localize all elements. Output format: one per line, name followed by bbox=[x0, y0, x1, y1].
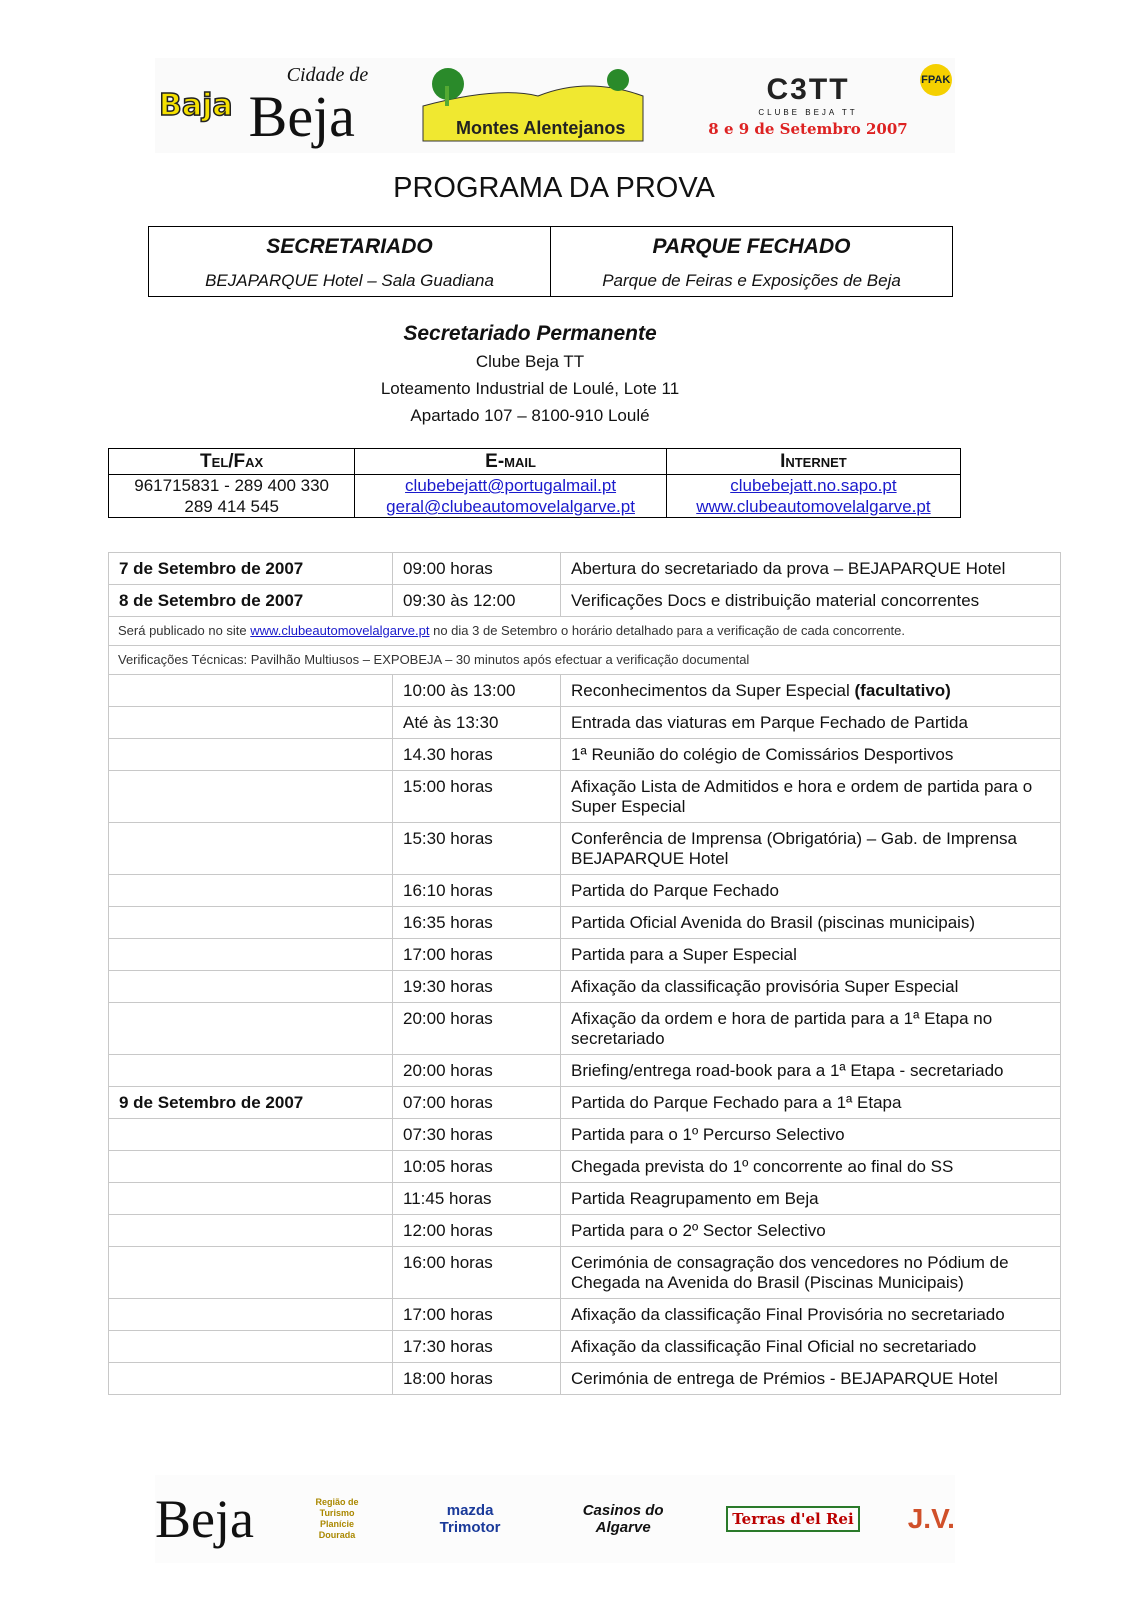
cell-date bbox=[109, 739, 393, 771]
cell-date bbox=[109, 1215, 393, 1247]
contact-table: Tel/Fax E-mail Internet 961715831 - 289 400 330 289 414 545 clubebejatt@portugalmail.pt geral@clubeautomovelalgarve.pt clubebejatt.no.sapo.pt www.clubeautomovelalgarve.pt bbox=[108, 448, 961, 518]
cell-date bbox=[109, 971, 393, 1003]
table-row: 8 de Setembro de 2007 09:30 às 12:00 Verificações Docs e distribuição material concorrentes bbox=[109, 585, 1061, 617]
cell-time: Até às 13:30 bbox=[393, 707, 561, 739]
email-link[interactable]: clubebejatt@portugalmail.pt bbox=[405, 476, 617, 495]
permanent-secretariat: Secretariado Permanente Clube Beja TT Loteamento Industrial de Loulé, Lote 11 Apartado 107 – 8100-910 Loulé bbox=[380, 322, 680, 425]
fpak-logo: FPAK bbox=[920, 64, 952, 96]
venue-parque-fechado: PARQUE FECHADO Parque de Feiras e Exposições de Beja bbox=[550, 227, 952, 296]
table-row bbox=[109, 1119, 1061, 1151]
cell-date bbox=[109, 1183, 393, 1215]
cell-date bbox=[109, 1151, 393, 1183]
cell-event: Afixação da classificação Final Oficial no secretariado bbox=[561, 1331, 1061, 1363]
cell-event: 1ª Reunião do colégio de Comissários Desportivos bbox=[561, 739, 1061, 771]
cell-event: Cerimónia de entrega de Prémios - BEJAPARQUE Hotel bbox=[561, 1363, 1061, 1395]
cell-event: Entrada das viaturas em Parque Fechado de Partida bbox=[561, 707, 1061, 739]
cell-date: 9 de Setembro de 2007 bbox=[109, 1087, 393, 1119]
cell-time: 16:00 horas bbox=[393, 1247, 561, 1299]
cell-date bbox=[109, 907, 393, 939]
cell-date bbox=[109, 875, 393, 907]
table-row bbox=[109, 739, 1061, 771]
cell-time: 18:00 horas bbox=[393, 1363, 561, 1395]
cell-date bbox=[109, 1331, 393, 1363]
cell-time: 20:00 horas bbox=[393, 1003, 561, 1055]
beja-text: Beja bbox=[248, 83, 355, 149]
table-row bbox=[109, 1215, 1061, 1247]
table-row bbox=[109, 823, 1061, 875]
table-row bbox=[109, 1003, 1061, 1055]
cell-event: Partida do Parque Fechado para a 1ª Etapa bbox=[561, 1087, 1061, 1119]
venue-table bbox=[148, 226, 953, 297]
table-row bbox=[109, 707, 1061, 739]
cell-time: 17:00 horas bbox=[393, 939, 561, 971]
table-row bbox=[109, 1247, 1061, 1299]
montes-text: Montes Alentejanos bbox=[456, 117, 626, 138]
cell-date bbox=[109, 823, 393, 875]
cell-event: Partida Reagrupamento em Beja bbox=[561, 1183, 1061, 1215]
cell-time: 07:00 horas bbox=[393, 1087, 561, 1119]
cell-time: 11:45 horas bbox=[393, 1183, 561, 1215]
note-row: Verificações Técnicas: Pavilhão Multiusos – EXPOBEJA – 30 minutos após efectuar a verificação documental bbox=[109, 646, 1061, 675]
cell-event: Partida para a Super Especial bbox=[561, 939, 1061, 971]
cell-date bbox=[109, 1299, 393, 1331]
website-link[interactable]: clubebejatt.no.sapo.pt bbox=[730, 476, 897, 495]
mazda-trimotor-logo: mazda Trimotor bbox=[439, 1502, 501, 1536]
cell-time: 16:35 horas bbox=[393, 907, 561, 939]
schedule-table bbox=[108, 552, 1061, 1395]
cell-event: Cerimónia de consagração dos vencedores no Pódium de Chegada na Avenida do Brasil (Piscinas Municipais) bbox=[561, 1247, 1061, 1299]
cell-time: 12:00 horas bbox=[393, 1215, 561, 1247]
cell-time: 17:00 horas bbox=[393, 1299, 561, 1331]
table-row bbox=[109, 1183, 1061, 1215]
cell-event: Conferência de Imprensa (Obrigatória) – Gab. de Imprensa BEJAPARQUE Hotel bbox=[561, 823, 1061, 875]
note-row: Será publicado no site www.clubeautomovelalgarve.pt no dia 3 de Setembro o horário detalhado para a verificação de cada concorrente. bbox=[109, 617, 1061, 646]
table-row bbox=[109, 971, 1061, 1003]
cell-date bbox=[109, 707, 393, 739]
montes-alentejanos-logo bbox=[418, 66, 648, 146]
cell-time: 20:00 horas bbox=[393, 1055, 561, 1087]
cell-time: 19:30 horas bbox=[393, 971, 561, 1003]
cell-event: Briefing/entrega road-book para a 1ª Etapa - secretariado bbox=[561, 1055, 1061, 1087]
cell-event: Partida do Parque Fechado bbox=[561, 875, 1061, 907]
table-row bbox=[109, 939, 1061, 971]
cell-event: Partida para o 2º Sector Selectivo bbox=[561, 1215, 1061, 1247]
cell-date bbox=[109, 939, 393, 971]
table-row bbox=[109, 1363, 1061, 1395]
cell-event: Afixação da classificação Final Provisória no secretariado bbox=[561, 1299, 1061, 1331]
cell-event: Afixação Lista de Admitidos e hora e ordem de partida para o Super Especial bbox=[561, 771, 1061, 823]
cell-time: 10:05 horas bbox=[393, 1151, 561, 1183]
table-row bbox=[109, 1087, 1061, 1119]
cell-date bbox=[109, 1055, 393, 1087]
cell-event: Afixação da ordem e hora de partida para a 1ª Etapa no secretariado bbox=[561, 1003, 1061, 1055]
table-row bbox=[109, 907, 1061, 939]
table-row bbox=[109, 771, 1061, 823]
table-row bbox=[109, 1055, 1061, 1087]
baja-logo: Baja bbox=[159, 88, 233, 123]
table-row: 7 de Setembro de 2007 09:00 horas Abertura do secretariado da prova – BEJAPARQUE Hotel bbox=[109, 553, 1061, 585]
table-row: 10:00 às 13:00 Reconhecimentos da Super Especial (facultativo) bbox=[109, 675, 1061, 707]
cell-event: Chegada prevista do 1º concorrente ao final do SS bbox=[561, 1151, 1061, 1183]
cell-date bbox=[109, 1003, 393, 1055]
clube-beja-tt-logo: C3TT CLUBE BEJA TT 8 e 9 de Setembro 2007 bbox=[708, 72, 908, 138]
email-link[interactable]: geral@clubeautomovelalgarve.pt bbox=[386, 497, 635, 516]
cell-time: 15:30 horas bbox=[393, 823, 561, 875]
beja-camara-logo: Beja bbox=[155, 1489, 254, 1549]
cidade-de-text: Cidade de bbox=[286, 63, 369, 86]
website-link[interactable]: www.clubeautomovelalgarve.pt bbox=[696, 497, 931, 516]
cell-time: 15:00 horas bbox=[393, 771, 561, 823]
table-row bbox=[109, 1299, 1061, 1331]
jv-logo: J.V. bbox=[907, 1503, 955, 1534]
cell-date bbox=[109, 1247, 393, 1299]
table-row bbox=[109, 1331, 1061, 1363]
website-link[interactable]: www.clubeautomovelalgarve.pt bbox=[250, 623, 430, 638]
cell-date bbox=[109, 771, 393, 823]
cell-time: 07:30 horas bbox=[393, 1119, 561, 1151]
cidade-de-beja-logo bbox=[249, 64, 369, 148]
cell-time: 16:10 horas bbox=[393, 875, 561, 907]
cell-event: Partida para o 1º Percurso Selectivo bbox=[561, 1119, 1061, 1151]
turismo-logo: Região de Turismo Planície Dourada bbox=[315, 1497, 359, 1540]
cell-time: 14.30 horas bbox=[393, 739, 561, 771]
sponsor-logos bbox=[155, 1475, 955, 1563]
cell-date bbox=[109, 1119, 393, 1151]
casinos-algarve-logo: Casinos do Algarve bbox=[582, 1502, 664, 1536]
cell-time: 17:30 horas bbox=[393, 1331, 561, 1363]
terras-del-rei-logo: Terras d'el Rei bbox=[726, 1506, 859, 1532]
venue-secretariado: SECRETARIADO BEJAPARQUE Hotel – Sala Guadiana bbox=[205, 235, 494, 290]
page-title: PROGRAMA DA PROVA bbox=[393, 172, 715, 204]
cell-event: Afixação da classificação provisória Super Especial bbox=[561, 971, 1061, 1003]
cell-event: Partida Oficial Avenida do Brasil (piscinas municipais) bbox=[561, 907, 1061, 939]
table-row bbox=[109, 1151, 1061, 1183]
table-row bbox=[109, 875, 1061, 907]
cell-date bbox=[109, 1363, 393, 1395]
header-logo-banner bbox=[155, 58, 955, 153]
